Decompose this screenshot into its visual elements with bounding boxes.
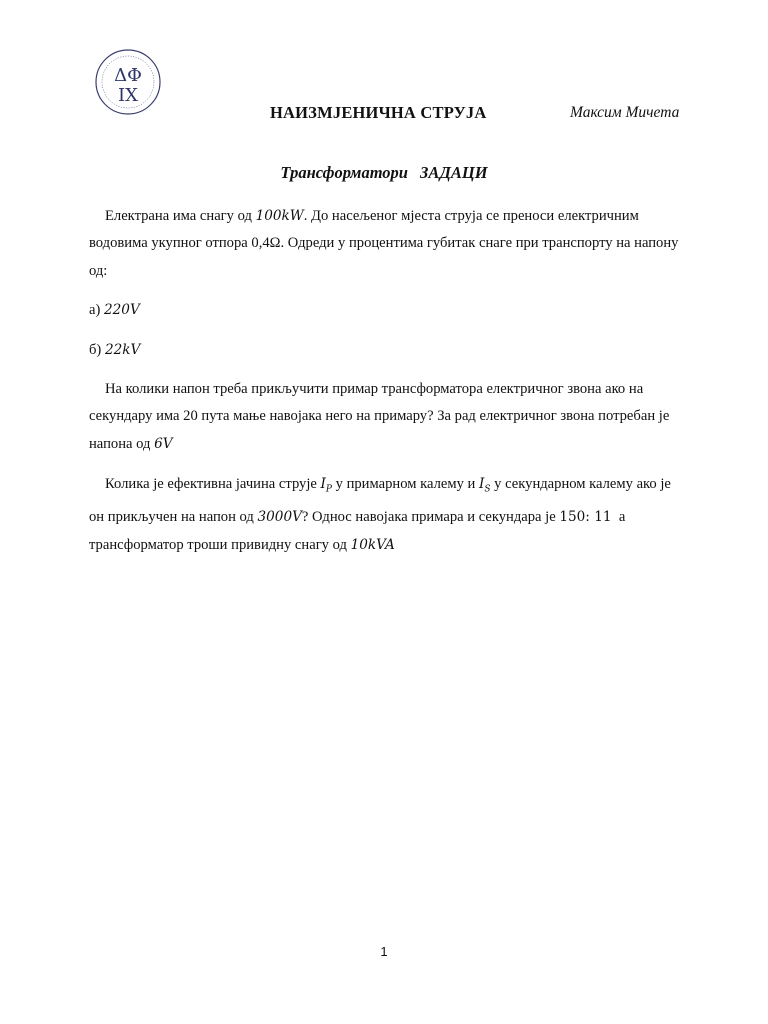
problem-2-text: На колики напон треба прикључити примар трансформатора електричног звона ако на секундару има 20 пута мање навојака него на примару? За рад електричног звона потребан је напона од <box>89 381 670 452</box>
problem-1-text-a: Електрана има снагу од <box>105 208 256 224</box>
current-primary-subscript: P <box>325 484 332 495</box>
option-b-label: б) <box>89 341 105 358</box>
author-name: Максим Мичета <box>570 104 680 121</box>
problem-3-text-a: Колика је ефективна јачина струје <box>105 476 321 493</box>
problem-3-voltage: 3000V <box>257 509 302 526</box>
school-seal-logo <box>94 48 162 116</box>
option-a-label: а) <box>89 302 104 319</box>
option-a-value: 220V <box>104 302 140 319</box>
problem-1-text-b: . До насељеног мјеста струја се преноси електричним водовима укупног отпора 0,4Ω. Одреди у процентима губитак снаге при транспорту на напону од: <box>89 208 679 279</box>
section-subtitle <box>0 163 768 183</box>
problem-3-text-b: у примарном калему и <box>331 476 479 493</box>
problem-1-power: 100kW <box>255 208 304 224</box>
seal-bottom-glyphs: IX <box>118 85 138 106</box>
problem-2-voltage: 6V <box>154 435 173 452</box>
option-b-value: 22kV <box>104 341 141 358</box>
option-a <box>89 297 685 324</box>
apparent-power: 10kVA <box>350 536 395 553</box>
current-primary-base: I <box>320 476 326 493</box>
seal-icon <box>94 48 162 116</box>
problem-3-text-e: а трансформатор троши привидну снагу од <box>89 509 629 553</box>
problem-2 <box>89 376 685 458</box>
problem-3 <box>89 471 685 559</box>
seal-top-glyphs: ΔΦ <box>114 65 142 86</box>
current-secondary-subscript: S <box>484 484 491 495</box>
option-b <box>89 337 685 364</box>
subtitle-tasks: ЗАДАЦИ <box>419 163 488 182</box>
current-primary-symbol <box>320 476 332 495</box>
page-number: 1 <box>380 944 388 959</box>
document-body <box>89 203 685 559</box>
problem-1 <box>89 203 685 285</box>
turns-ratio: 150: 11 <box>559 509 612 526</box>
problem-3-text-d: ? Однос навојака примара и секундара је <box>301 509 560 526</box>
current-secondary-symbol <box>478 476 491 495</box>
document-title: НАИЗМЈЕНИЧНА СТРУЈА <box>270 103 487 122</box>
problem-3-text-c: у секундарном калему ако је он прикључен на напон од <box>89 476 671 526</box>
current-secondary-base: I <box>478 476 485 493</box>
subtitle-topic: Трансформатори <box>280 163 408 182</box>
